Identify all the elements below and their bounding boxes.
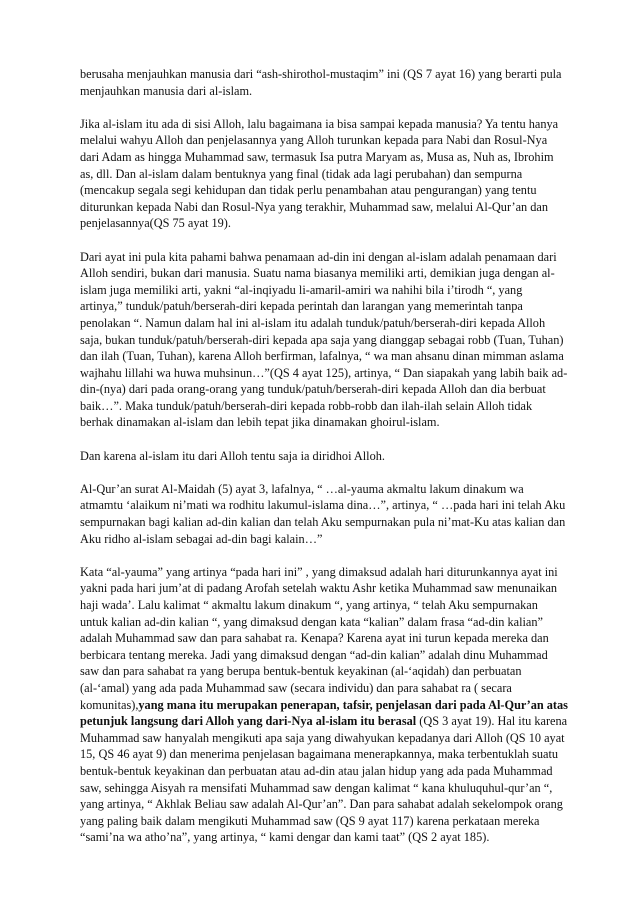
paragraph-5: Al-Qur’an surat Al-Maidah (5) ayat 3, lafalnya, “ …al-yauma akmaltu lakum dinakum wa atmamtu ‘alaikum ni’mati wa rodhitu lakumul-islama dina…”, artinya, “ …pada hari ini telah Aku sempurnakan bagi kalian ad-din kalian dan telah Aku sempurnakan pula ni’mat-Ku atas kalian dan Aku ridho al-islam sebagai ad-din bagi kalain…” [80,481,566,546]
paragraph-1: berusaha menjauhkan manusia dari “ash-shirothol-mustaqim” ini (QS 7 ayat 16) yang berarti pula menjauhkan manusia dari al-islam. [80,67,562,98]
paragraph-2: Jika al-islam itu ada di sisi Alloh, lalu bagaimana ia bisa sampai kepada manusia? Ya tentu hanya melalui wahyu Alloh dan penjelasannya yang Alloh turunkan kepada para Nabi dan Rosul-Nya dari Adam as hingga Muhammad saw, termasuk Isa putra Maryam as, Musa as, Nuh as, Ibrohim as, dll. Dan al-islam dalam bentuknya yang final (tidak ada lagi perubahan) dan sempurna (mencakup segala segi kehidupan dan tidak perlu penambahan atau pengurangan) yang tentu diturunkan kepada Nabi dan Rosul-Nya yang terakhir, Muhammad saw, melalui Al-Qur’an dan penjelasannya(QS 75 ayat 19). [80,116,559,231]
paragraph-6-text-end: (QS 3 ayat 19). Hal itu karena Muhammad saw hanyalah mengikuti apa saja yang diwahyukan kepadanya dari Alloh (QS 10 ayat 15, QS 46 ayat 9) dan menerima penjelasan bagaimana menerapkannya, maka terbentuklah suatu bentuk-bentuk keyakinan dan perbuatan atau ad-din atau jalan hidup yang ada pada Muhammad saw, sehingga Aisyah ra mensifati Muhammad saw dengan kalimat “ kana khuluquhul-qur’an “, yang artinya, “ Akhlak Beliau saw adalah Al-Qur’an”. Dan para sahabat adalah sekelompok orang yang paling baik dalam mengikuti Muhammad saw (QS 9 ayat 117) karena perkataan mereka “sami’na wa atho’na”, yang artinya, “ kami dengar dan kami taat” (QS 2 ayat 185). [80,714,568,845]
document-page [80,66,568,863]
paragraph-3: Dari ayat ini pula kita pahami bahwa penamaan ad-din ini dengan al-islam adalah penamaan dari Alloh sendiri, bukan dari manusia. Suatu nama biasanya memiliki arti, demikian juga dengan al-islam juga memiliki arti, yakni “al-inqiyadu li-amaril-amiri wa nahihi bila i’tirodh “, yang artinya,” tunduk/patuh/berserah-diri kepada perintah dan larangan yang memerintah tanpa penolakan “. Namun dalam hal ini al-islam itu adalah tunduk/patuh/berserah-diri kepada Alloh saja, bukan tunduk/patuh/berserah-diri kepada apa saja yang dianggap sebagai robb (Tuan, Tuhan) dan ilah (Tuan, Tuhan), karena Alloh berfirman, lafalnya, “ wa man ahsanu dinan mimman aslama wajhahu lillahi wa huwa muhsinun…”(QS 4 ayat 125), artinya, “ Dan siapakah yang labih baik ad-din-(nya) dari pada orang-orang yang tunduk/patuh/berserah-diri kepada Alloh dan dia berbuat baik…”. Maka tunduk/patuh/berserah-diri kepada robb-robb dan ilah-ilah selain Alloh tidak berhak dinamakan al-islam dan lebih tepat jika dinamakan ghoirul-islam. [80,249,568,430]
paragraph-4: Dan karena al-islam itu dari Alloh tentu saja ia diridhoi Alloh. [80,448,385,463]
paragraph-6-bold-text: yang mana itu merupakan penerapan, tafsir, penjelasan dari pada Al-Qur’an atas petunjuk langsung dari Alloh yang dari-Nya al-islam itu berasal [80,697,568,729]
paragraph-6-text-start: Kata “al-yauma” yang artinya “pada hari ini” , yang dimaksud adalah hari diturunkannya ayat ini yakni pada hari jum’at di padang Arofah setelah waktu Ashr ketika Muhammad saw menunaikan haji wada’. Lalu kalimat “ akmaltu lakum dinakum “, yang artinya, “ telah Aku sempurnakan untuk kalian ad-din kalian “, yang dimaksud dengan kata “kalian” dalam frasa “ad-din kalian” adalah Muhammad saw dan para sahabat ra. Kenapa? Karena ayat ini turun kepada mereka dan berbicara tentang mereka. Jadi yang dimaksud dengan “ad-din kalian” adalah dinu Muhammad saw dan para sahabat ra yang berupa bentuk-bentuk keyakinan (al-‘aqidah) dan perbuatan (al-‘amal) yang ada pada Muhammad saw (secara individu) dan para sahabat ra ( secara komunitas), [80,564,558,712]
paragraph-6 [80,564,568,846]
